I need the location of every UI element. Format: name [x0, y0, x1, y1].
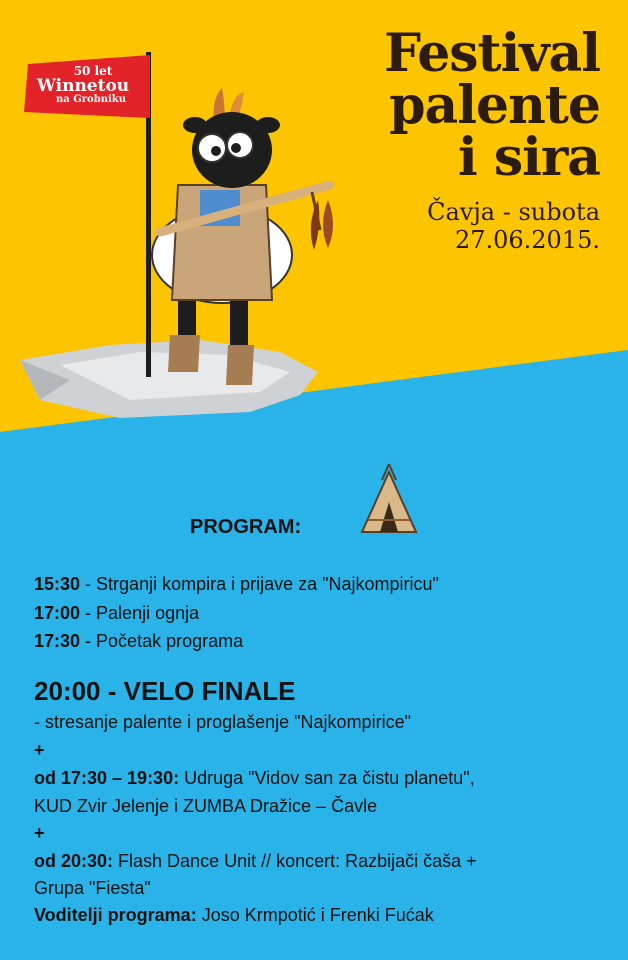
festival-title — [384, 23, 600, 254]
teepee-icon — [358, 462, 420, 536]
title-line-1: Festival — [384, 23, 600, 84]
block-2-time: od 20:30: — [34, 851, 114, 871]
hosts-label: Voditelji programa: — [34, 905, 197, 925]
program-item — [34, 631, 243, 652]
block-1-time: od 17:30 – 19:30: — [34, 768, 180, 788]
block-2-text-continued: Grupa "Fiesta" — [34, 878, 151, 898]
program-block-1 — [34, 768, 475, 789]
program-item-text: - Palenji ognja — [80, 603, 200, 623]
hosts-text: Joso Krmpotić i Frenki Fućak — [196, 905, 434, 925]
title-line-2: palente — [389, 75, 600, 136]
program-item-text: - Strganji kompira i prijave za "Najkompiricu" — [80, 574, 439, 594]
finale-heading: 20:00 - VELO FINALE — [34, 676, 296, 706]
plus-separator: + — [34, 740, 45, 760]
program-item — [34, 574, 439, 595]
program-item-time: 15:30 — [34, 574, 81, 594]
title-line-3: i sira — [458, 127, 600, 188]
badge-line-2: Winnetou — [36, 76, 130, 96]
anniversary-badge — [28, 62, 138, 108]
event-location: Čavja - subota — [427, 198, 600, 226]
badge-line-3: na Grobniku — [56, 94, 126, 105]
plus-separator: + — [34, 823, 45, 843]
block-1-text-continued: KUD Zvir Jelenje i ZUMBA Dražice – Čavle — [34, 796, 378, 816]
program-hosts — [34, 905, 434, 926]
program-item-time: 17:00 — [34, 603, 81, 623]
program-item — [34, 603, 199, 624]
program-heading: PROGRAM: — [190, 516, 302, 538]
finale-description: - stresanje palente i proglašenje "Najkompirice" — [34, 712, 411, 732]
program-item-time: 17:30 — [34, 631, 81, 651]
badge-line-1: 50 let — [73, 64, 113, 78]
event-date: 27.06.2015. — [454, 226, 600, 254]
program-block-2 — [34, 851, 477, 872]
block-1-text: Udruga "Vidov san za čistu planetu", — [179, 768, 475, 788]
program-item-text: - Početak programa — [80, 631, 244, 651]
block-2-text: Flash Dance Unit // koncert: Razbijači čaša + — [113, 851, 477, 871]
